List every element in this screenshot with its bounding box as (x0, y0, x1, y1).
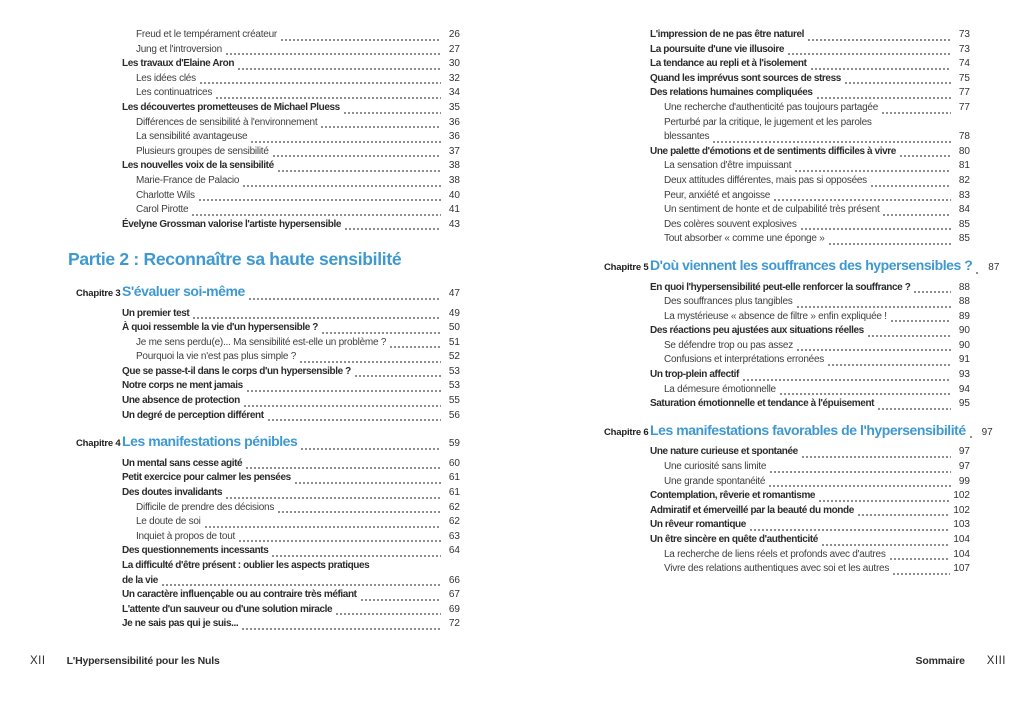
chapter-number-label: Chapitre 5 (604, 261, 649, 273)
toc-entry-label: Un mental sans cesse agité (122, 457, 243, 469)
toc-entry-row (68, 544, 460, 559)
toc-entry-label: Une curiosité sans limite (664, 461, 767, 473)
toc-page-number: 83 (958, 189, 970, 201)
toc-entry-row (596, 548, 970, 563)
toc-entry-row (68, 515, 460, 530)
chapter-title: D'où viennent les souffrances des hypersensibles ? (650, 256, 973, 273)
toc-page-number: 75 (958, 72, 970, 84)
toc-page-number: 64 (448, 545, 460, 557)
toc-page-number: 88 (958, 281, 970, 293)
toc-entry-row (68, 394, 460, 409)
dot-leader (344, 112, 441, 114)
dot-leader (774, 199, 951, 201)
dot-leader (891, 320, 951, 322)
toc-entry-label: Contemplation, rêverie et romantisme (650, 490, 816, 502)
toc-page-number: 99 (958, 475, 970, 487)
chapter-title: Les manifestations favorables de l'hypersensibilité (650, 421, 966, 438)
toc-entry-row (68, 116, 460, 131)
toc-entry-row (596, 218, 970, 233)
toc-page-number: 53 (448, 365, 460, 377)
toc-page-number: 43 (448, 218, 460, 230)
dot-leader (216, 97, 441, 99)
toc-entry-label: La sensation d'être impuissant (664, 160, 792, 172)
toc-entry-label: Un premier test (122, 307, 190, 319)
toc-page-number: 67 (448, 589, 460, 601)
toc-entry-row (68, 501, 460, 516)
toc-entry-label: Des relations humaines compliquées (650, 87, 813, 99)
toc-entry-label: Admiratif et émerveillé par la beauté du monde (650, 504, 854, 516)
toc-entry-label: Des doutes invalidants (122, 487, 223, 499)
toc-entry-label: La recherche de liens réels et profonds avec d'autres (664, 548, 886, 560)
dot-leader (795, 170, 951, 172)
dot-leader (390, 346, 441, 348)
toc-entry-label: Un sentiment de honte et de culpabilité très présent (664, 204, 880, 216)
toc-page-number: 27 (448, 43, 460, 55)
toc-page-number: 74 (958, 58, 970, 70)
dot-leader (239, 540, 441, 542)
toc-entry-row (68, 28, 460, 43)
toc-entry-row (68, 86, 460, 101)
toc-entry-label: Saturation émotionnelle et tendance à l'épuisement (650, 398, 875, 410)
dot-leader (281, 39, 441, 41)
toc-page-number: 82 (958, 174, 970, 186)
toc-entry-label: La sensibilité avantageuse (136, 131, 248, 143)
toc-entry-row (596, 57, 970, 72)
toc-entry-row (68, 365, 460, 380)
toc-entry-label: Notre corps ne ment jamais (122, 380, 243, 392)
toc-page-number: 97 (981, 426, 993, 438)
toc-entry-label: La difficulté d'être présent : oublier les aspects pratiques (122, 560, 370, 571)
toc-entry-row (596, 116, 970, 131)
toc-entry-row (68, 457, 460, 472)
toc-page-number: 37 (448, 145, 460, 157)
dot-leader (882, 112, 951, 114)
toc-entry-label: Perturbé par la critique, le jugement et les paroles (664, 116, 872, 128)
toc-page-number: 104 (953, 534, 970, 545)
toc-entry-row (596, 475, 970, 490)
toc-entry-label: La démesure émotionnelle (664, 383, 776, 395)
toc-page-number: 61 (448, 487, 460, 499)
toc-entry-row (68, 203, 460, 218)
dot-leader (914, 291, 951, 293)
toc-page-number: 36 (448, 131, 460, 143)
dot-leader (970, 436, 974, 438)
dot-leader (272, 555, 441, 557)
dot-leader (900, 155, 951, 157)
toc-entry-row (596, 28, 970, 43)
toc-entry-row (596, 339, 970, 354)
toc-entry-row (596, 295, 970, 310)
dot-leader (893, 573, 950, 575)
toc-entry-label: Évelyne Grossman valorise l'artiste hypersensible (122, 218, 342, 230)
toc-page-number: 60 (448, 457, 460, 469)
toc-page-number: 32 (448, 72, 460, 84)
toc-page-number: 95 (958, 398, 970, 410)
toc-entry-row (596, 86, 970, 101)
toc-entry-row (68, 617, 460, 632)
dot-leader (247, 390, 441, 392)
toc-entry-label: À quoi ressemble la vie d'un hypersensible ? (122, 322, 318, 334)
toc-entry-label: Inquiet à propos de tout (136, 530, 236, 542)
dot-leader (788, 53, 951, 55)
toc-entry-label: La mystérieuse « absence de filtre » enfin expliquée ! (664, 310, 887, 322)
toc-entry-row (596, 504, 970, 519)
toc-page-number: 73 (958, 29, 970, 40)
dot-leader (868, 335, 951, 337)
toc-entry-label: Un caractère influençable ou au contraire très méfiant (122, 589, 357, 601)
dot-leader (200, 82, 441, 84)
dot-leader (890, 558, 951, 560)
toc-entry-row (596, 72, 970, 87)
toc-entry-row (68, 350, 460, 365)
dot-leader (162, 584, 441, 586)
chapter-title: S'évaluer soi-même (122, 282, 245, 299)
toc-entry-label: Les découvertes prometteuses de Michael Pluess (122, 101, 340, 113)
dot-leader (199, 199, 441, 201)
footer-left (30, 655, 220, 667)
toc-entry-label: de la vie (122, 574, 158, 586)
dot-leader (249, 298, 441, 300)
toc-page-number: 56 (448, 409, 460, 421)
toc-entry-row (68, 159, 460, 174)
toc-entry-label: Plusieurs groupes de sensibilité (136, 145, 269, 157)
toc-entry-row (596, 368, 970, 383)
toc-page-number: 107 (953, 563, 970, 575)
dot-leader (878, 408, 951, 410)
toc-entry-label: blessantes (664, 131, 710, 143)
dot-leader (238, 68, 441, 70)
dot-leader (361, 599, 441, 601)
toc-page-number: 89 (958, 310, 970, 322)
dot-leader (871, 185, 951, 187)
dot-leader (976, 272, 980, 274)
dot-leader (770, 471, 951, 473)
toc-entry-label: Une recherche d'authenticité pas toujours partagée (664, 101, 878, 113)
toc-entry-label: Les travaux d'Elaine Aron (122, 58, 235, 70)
toc-entry-label: Carol Pirotte (136, 204, 189, 216)
toc-entry-label: Petit exercice pour calmer les pensées (122, 472, 291, 484)
toc-entry-label: La poursuite d'une vie illusoire (650, 43, 785, 55)
dot-leader (883, 214, 951, 216)
dot-leader (858, 514, 950, 516)
toc-page-number: 80 (958, 145, 970, 157)
toc-entry-label: Un rêveur romantique (650, 519, 746, 531)
toc-entry-label: Un degré de perception différent (122, 409, 264, 421)
dot-leader (750, 529, 950, 531)
toc-page-number: 104 (953, 548, 970, 560)
toc-page-number: 77 (958, 101, 970, 113)
dot-leader (808, 39, 951, 41)
dot-leader (268, 419, 441, 421)
toc-page-number: 90 (958, 339, 970, 351)
toc-page-number: 40 (448, 189, 460, 201)
toc-entry-label: Une absence de protection (122, 395, 240, 407)
toc-page-number: 50 (448, 322, 460, 334)
toc-entry-row (596, 174, 970, 189)
dot-leader (829, 243, 952, 245)
toc-entry-row (596, 397, 970, 412)
toc-page-number: 97 (958, 461, 970, 473)
toc-page-number: 38 (448, 160, 460, 172)
dot-leader (336, 613, 441, 615)
toc-entry-label: Vivre des relations authentiques avec soi et les autres (664, 563, 890, 575)
toc-entry-row (596, 189, 970, 204)
toc-chapter-row (68, 284, 460, 302)
toc-entry-label: Pourquoi la vie n'est pas plus simple ? (136, 351, 297, 363)
toc-page-number: 73 (958, 43, 970, 55)
dot-leader (295, 482, 441, 484)
toc-entry-label: Des questionnements incessants (122, 545, 269, 557)
toc-page-number: 94 (958, 383, 970, 395)
dot-leader (205, 526, 441, 528)
toc-entry-label: Se défendre trop ou pas assez (664, 339, 793, 351)
dot-leader (780, 393, 951, 395)
toc-entry-label: Je me sens perdu(e)... Ma sensibilité est-elle un problème ? (136, 336, 387, 348)
toc-entry-row (68, 603, 460, 618)
toc-entry-row (68, 471, 460, 486)
toc-entry-row (68, 130, 460, 145)
toc-entry-row (596, 232, 970, 247)
dot-leader (322, 332, 441, 334)
toc-entry-row (68, 336, 460, 351)
dot-leader (226, 53, 441, 55)
toc-entry-label: Que se passe-t-il dans le corps d'un hypersensible ? (122, 365, 351, 377)
dot-leader (242, 628, 441, 630)
toc-entry-row (596, 101, 970, 116)
toc-entry-row (68, 101, 460, 116)
dot-leader (244, 405, 441, 407)
dot-leader (301, 448, 441, 450)
toc-entry-row (596, 159, 970, 174)
toc-entry-row (68, 307, 460, 322)
dot-leader (355, 375, 441, 377)
toc-entry-row (68, 72, 460, 87)
toc-page-number: 38 (448, 174, 460, 186)
toc-entry-row (596, 445, 970, 460)
dot-leader (192, 214, 441, 216)
toc-page-number: 91 (958, 354, 970, 366)
toc-entry-row (596, 43, 970, 58)
toc-chapter-row (68, 434, 460, 452)
dot-leader (321, 126, 441, 128)
toc-page-number: 61 (448, 472, 460, 484)
toc-entry-row (596, 281, 970, 296)
toc-left-page-column (68, 28, 460, 632)
toc-page-number: 84 (958, 204, 970, 216)
toc-entry-row (68, 43, 460, 58)
toc-entry-label: Des souffrances plus tangibles (664, 296, 793, 308)
toc-entry-label: L'attente d'un sauveur ou d'une solution miracle (122, 603, 333, 615)
toc-entry-row (68, 574, 460, 589)
toc-entry-label: L'impression de ne pas être naturel (650, 29, 804, 40)
toc-entry-label: Freud et le tempérament créateur (136, 29, 277, 40)
toc-page-number: 49 (448, 307, 460, 319)
toc-entry-row (68, 379, 460, 394)
toc-page-number: 97 (958, 446, 970, 458)
toc-entry-row (68, 559, 460, 574)
dot-leader (811, 68, 951, 70)
toc-entry-row (596, 203, 970, 218)
toc-page-number: 103 (953, 519, 970, 531)
dot-leader (822, 544, 950, 546)
toc-entry-label: Une grande spontanéité (664, 475, 766, 487)
footer-right (916, 655, 1006, 667)
toc-page-number: 87 (988, 261, 1000, 273)
toc-entry-row (68, 174, 460, 189)
toc-entry-label: Peur, anxiété et angoisse (664, 189, 771, 201)
toc-entry-row (68, 145, 460, 160)
toc-entry-row (596, 324, 970, 339)
toc-entry-row (596, 460, 970, 475)
toc-entry-row (596, 489, 970, 504)
toc-page-number: 90 (958, 325, 970, 337)
dot-leader (828, 364, 951, 366)
page-number-left: XII (30, 655, 46, 667)
toc-entry-row (596, 145, 970, 160)
toc-page-number: 52 (448, 351, 460, 363)
toc-page-number: 36 (448, 116, 460, 128)
dot-leader (845, 82, 951, 84)
toc-entry-label: Quand les imprévus sont sources de stress (650, 72, 841, 84)
toc-page-number: 102 (953, 504, 970, 516)
dot-leader (797, 306, 951, 308)
toc-entry-label: Jung et l'introversion (136, 43, 222, 55)
dot-leader (817, 97, 951, 99)
chapter-number-label: Chapitre 6 (604, 426, 649, 438)
toc-entry-label: Je ne sais pas qui je suis... (122, 618, 239, 630)
dot-leader (193, 317, 441, 319)
chapter-number-label: Chapitre 4 (76, 438, 121, 450)
toc-entry-label: Des réactions peu ajustées aux situations réelles (650, 325, 864, 337)
toc-entry-row (68, 218, 460, 233)
toc-page-number: 85 (958, 218, 970, 230)
toc-page-number: 26 (448, 29, 460, 40)
book-title: L'Hypersensibilité pour les Nuls (66, 655, 220, 667)
chapter-number-label: Chapitre 3 (76, 287, 121, 299)
toc-entry-label: Différences de sensibilité à l'environnement (136, 116, 318, 128)
dot-leader (273, 155, 441, 157)
toc-page-number: 72 (448, 618, 460, 630)
toc-entry-row (68, 486, 460, 501)
toc-entry-label: Deux attitudes différentes, mais pas si opposées (664, 174, 867, 186)
toc-page-number: 77 (958, 87, 970, 99)
toc-page-number: 66 (448, 574, 460, 586)
page-number-right: XIII (986, 655, 1006, 667)
toc-page-number: 81 (958, 160, 970, 172)
toc-entry-label: Tout absorber « comme une éponge » (664, 233, 825, 245)
section-label: Sommaire (915, 655, 965, 667)
dot-leader (226, 497, 441, 499)
toc-page-number: 63 (448, 530, 460, 542)
dot-leader (713, 141, 951, 143)
dot-leader (278, 170, 441, 172)
toc-page-number: 62 (448, 501, 460, 513)
toc-page-number: 41 (448, 204, 460, 216)
dot-leader (819, 500, 950, 502)
toc-entry-row (68, 409, 460, 424)
toc-entry-label: En quoi l'hypersensibilité peut-elle renforcer la souffrance ? (650, 281, 911, 293)
dot-leader (797, 349, 951, 351)
toc-entry-row (68, 530, 460, 545)
toc-entry-label: La tendance au repli et à l'isolement (650, 58, 807, 70)
toc-page-number: 93 (958, 369, 970, 381)
toc-chapter-row (596, 421, 993, 441)
dot-leader (278, 511, 441, 513)
toc-page-number: 53 (448, 380, 460, 392)
toc-entry-row (68, 189, 460, 204)
toc-entry-label: Marie-France de Palacio (136, 174, 240, 186)
part-heading (68, 249, 460, 271)
toc-page-number: 85 (958, 233, 970, 245)
toc-entry-row (596, 518, 970, 533)
toc-page-number: 34 (448, 87, 460, 99)
toc-chapter-row (596, 256, 1000, 276)
dot-leader (243, 185, 441, 187)
toc-entry-label: Charlotte Wils (136, 189, 195, 201)
toc-entry-label: Des colères souvent explosives (664, 218, 797, 230)
toc-right-page-column (596, 28, 1000, 577)
toc-entry-row (596, 353, 970, 368)
part-heading-label: Partie 2 : Reconnaître sa haute sensibilité (68, 249, 402, 270)
toc-entry-label: Les continuatrices (136, 87, 213, 99)
toc-entry-label: Une nature curieuse et spontanée (650, 446, 798, 458)
dot-leader (345, 228, 441, 230)
toc-entry-row (596, 383, 970, 398)
toc-entry-row (596, 533, 970, 548)
toc-entry-row (68, 57, 460, 72)
toc-page-number: 88 (958, 296, 970, 308)
toc-page-number: 59 (448, 438, 460, 450)
toc-entry-label: Difficile de prendre des décisions (136, 501, 275, 513)
toc-page-number: 62 (448, 516, 460, 528)
toc-entry-row (596, 310, 970, 325)
dot-leader (251, 141, 441, 143)
toc-entry-label: Les idées clés (136, 72, 196, 84)
toc-entry-row (596, 130, 970, 145)
dot-leader (300, 361, 441, 363)
dot-leader (246, 467, 441, 469)
toc-page-number: 55 (448, 395, 460, 407)
toc-entry-row (68, 321, 460, 336)
toc-page-number: 30 (448, 58, 460, 70)
dot-leader (802, 456, 951, 458)
toc-page-number: 78 (958, 131, 970, 143)
toc-entry-label: Un trop-plein affectif (650, 369, 739, 381)
toc-entry-label: Le doute de soi (136, 516, 201, 528)
dot-leader (743, 379, 951, 381)
toc-entry-row (68, 588, 460, 603)
toc-entry-label: Un être sincère en quête d'authenticité (650, 534, 818, 545)
toc-page-number: 51 (448, 336, 460, 348)
chapter-title: Les manifestations pénibles (122, 433, 298, 450)
toc-entry-label: Confusions et interprétations erronées (664, 354, 825, 366)
toc-entry-label: Les nouvelles voix de la sensibilité (122, 160, 274, 172)
toc-page-number: 47 (448, 287, 460, 299)
dot-leader (769, 485, 951, 487)
toc-page-number: 102 (953, 490, 970, 502)
toc-page-number: 35 (448, 101, 460, 113)
dot-leader (801, 228, 951, 230)
toc-page-number: 69 (448, 603, 460, 615)
toc-entry-row (596, 562, 970, 577)
toc-entry-label: Une palette d'émotions et de sentiments difficiles à vivre (650, 145, 896, 157)
